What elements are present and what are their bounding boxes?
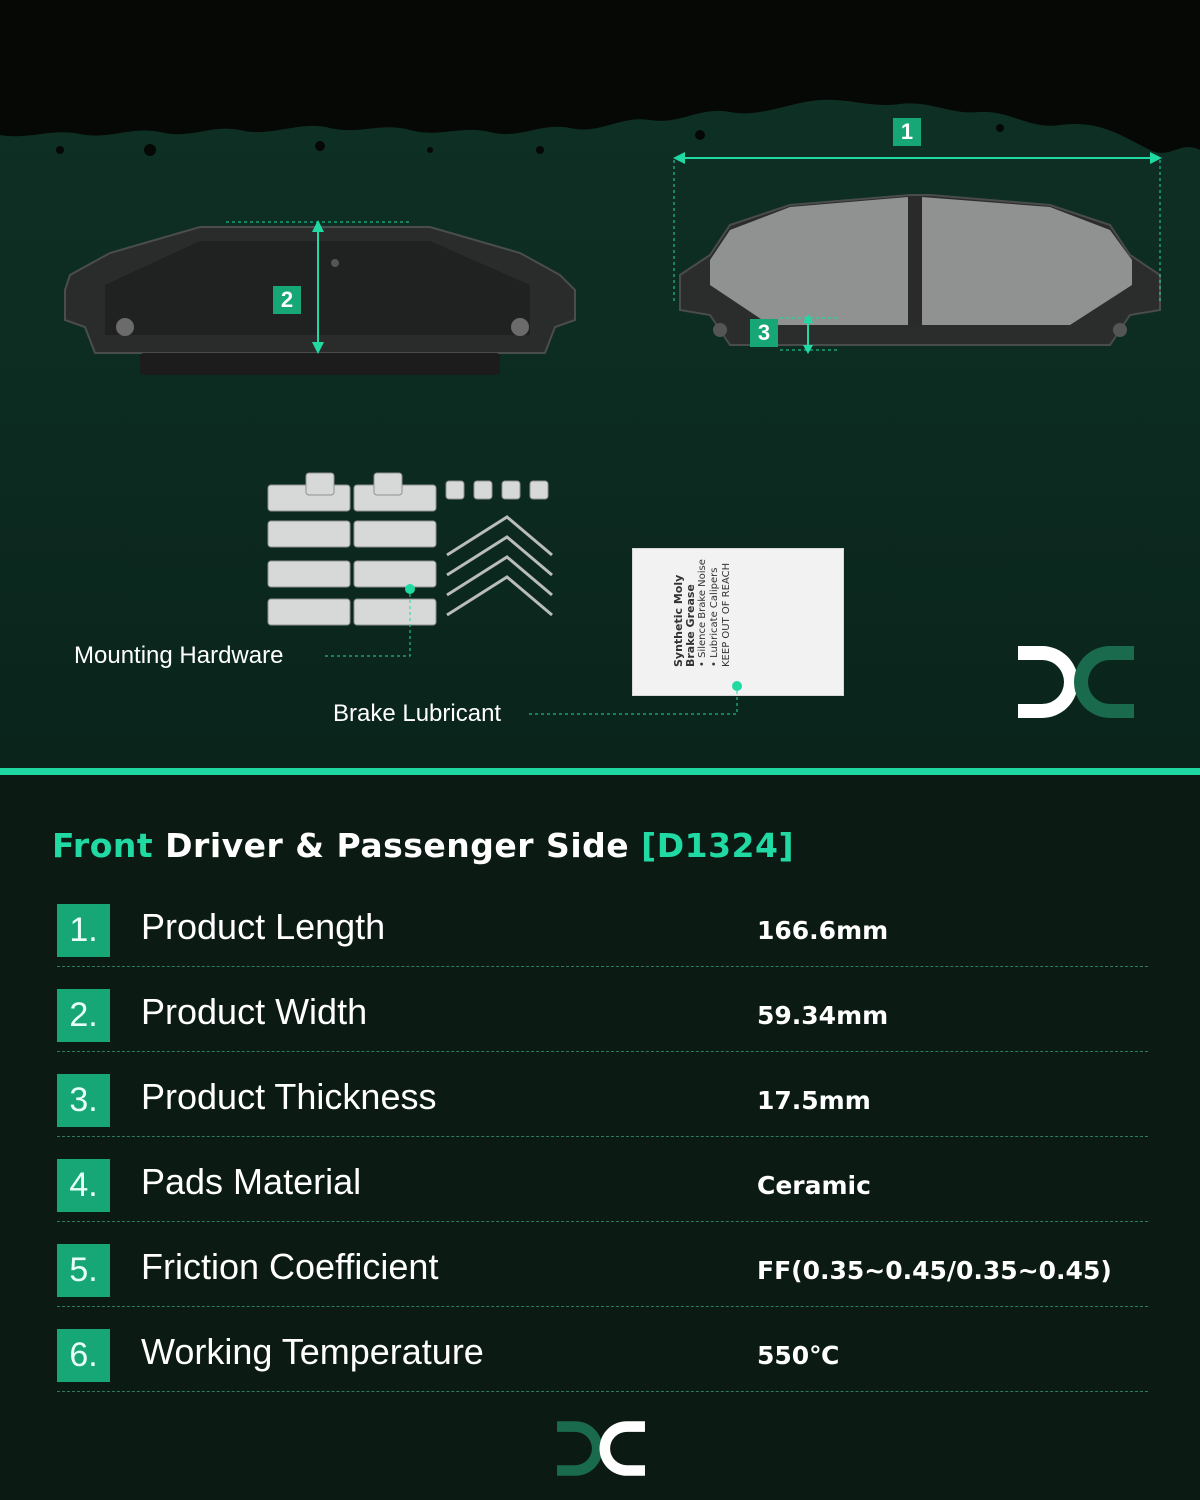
spec-number: 5. [57, 1244, 110, 1297]
width-dimension-line [226, 218, 416, 358]
spec-value: Ceramic [757, 1171, 871, 1200]
spec-row-temperature [57, 1325, 1148, 1411]
lubricant-line5: KEEP OUT OF REACH [721, 562, 732, 667]
mounting-hardware-label: Mounting Hardware [74, 642, 284, 669]
spec-label: Friction Coefficient [141, 1246, 439, 1287]
row-divider [57, 1306, 1148, 1307]
title-position: Front [52, 826, 154, 865]
product-fitment-title [52, 826, 794, 865]
dimension-badge-1: 1 [893, 118, 921, 146]
row-divider [57, 966, 1148, 967]
spec-label: Product Length [141, 906, 386, 947]
spec-row-friction [57, 1240, 1148, 1326]
section-divider [0, 768, 1200, 775]
spec-row-width [57, 985, 1148, 1071]
spec-number: 6. [57, 1329, 110, 1382]
spec-label: Product Thickness [141, 1076, 437, 1117]
thickness-dimension-line [780, 312, 850, 357]
spec-value: FF(0.35~0.45/0.35~0.45) [757, 1256, 1112, 1285]
spec-label: Pads Material [141, 1161, 362, 1202]
title-part-number: [D1324] [641, 826, 795, 865]
lubricant-line3: • Silence Brake Noise [697, 559, 708, 667]
lubricant-line4: • Lubricate Calipers [709, 567, 720, 667]
spec-label: Product Width [141, 991, 368, 1032]
lubricant-callout-line [525, 678, 745, 723]
length-dimension-line [670, 148, 1165, 308]
dc-logo-icon [1014, 640, 1138, 720]
lubricant-line1: Synthetic Moly [672, 574, 685, 667]
spec-value: 59.34mm [757, 1001, 889, 1030]
dimension-badge-2: 2 [273, 286, 301, 314]
spec-value: 550℃ [757, 1341, 840, 1370]
spec-value: 17.5mm [757, 1086, 871, 1115]
row-divider [57, 1051, 1148, 1052]
lubricant-line2: Brake Grease [684, 584, 697, 667]
spec-row-material [57, 1155, 1148, 1241]
row-divider [57, 1391, 1148, 1392]
spec-row-thickness [57, 1070, 1148, 1156]
spec-value: 166.6mm [757, 916, 889, 945]
spec-number: 4. [57, 1159, 110, 1212]
dc-logo-footer-icon [554, 1416, 648, 1478]
dimension-badge-3: 3 [750, 319, 778, 347]
spec-number: 3. [57, 1074, 110, 1127]
row-divider [57, 1221, 1148, 1222]
hardware-callout-line [320, 580, 420, 660]
spec-number: 2. [57, 989, 110, 1042]
spec-label: Working Temperature [141, 1331, 484, 1372]
row-divider [57, 1136, 1148, 1137]
title-side: Driver & Passenger Side [165, 826, 630, 865]
brake-lubricant-packet-image [632, 548, 844, 696]
spec-number: 1. [57, 904, 110, 957]
brake-lubricant-label: Brake Lubricant [333, 700, 502, 727]
spec-row-length [57, 900, 1148, 986]
lubricant-packet-text [673, 559, 733, 667]
